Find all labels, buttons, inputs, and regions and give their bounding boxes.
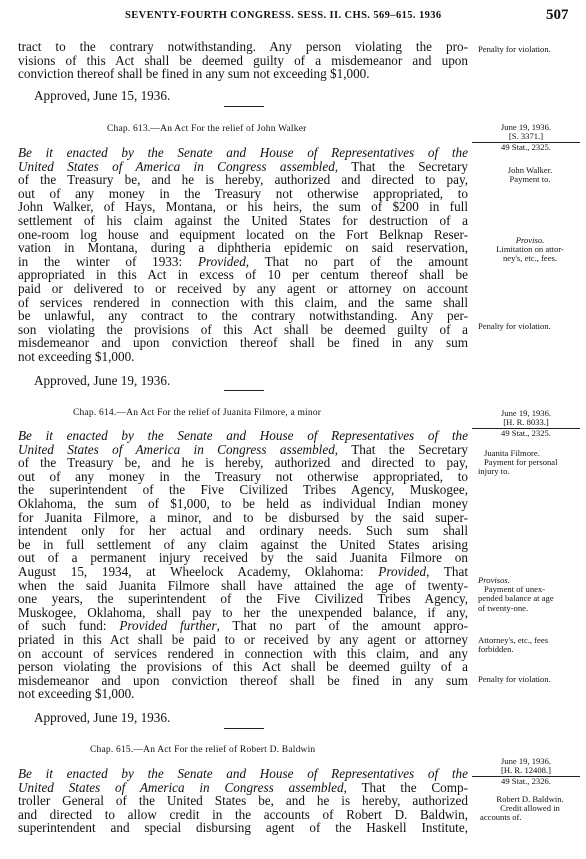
margin-note: John Walker. Payment to. bbox=[507, 165, 553, 185]
stat-reference: 49 Stat., 2325. bbox=[501, 427, 551, 438]
text-line: priated in this Act shall be paid to or received by any agent or attorney bbox=[18, 631, 468, 647]
text-line: not exceeding $1,000. bbox=[18, 348, 135, 364]
text-line: out of any money in the Treasury not otherwise appropriated, to bbox=[18, 468, 468, 484]
text-line: Be it enacted by the Senate and House of Representatives of the bbox=[18, 428, 468, 443]
text-line: United States of America in Congress assembled, That the Secretary bbox=[18, 158, 469, 174]
approved-line: Approved, June 19, 1936. bbox=[34, 373, 171, 388]
text-line: out of any money in the Treasury not otherwise appropriated, to bbox=[18, 185, 468, 201]
stat-reference: 49 Stat., 2325. bbox=[501, 141, 551, 152]
text-line: of the Treasury be, and he is hereby, authorized and directed to pay, bbox=[18, 172, 468, 188]
margin-note: Attorney's, etc., fees forbidden. bbox=[478, 635, 549, 655]
text-line: and directed to allow credit in the accounts of Robert D. Baldwin, bbox=[18, 806, 468, 822]
chapter-613-dates bbox=[472, 123, 580, 152]
text-line: in the winter of 1933: Provided, That no part of the amount bbox=[18, 253, 468, 269]
text-line: John Walker, of Hays, Montana, or his heirs, the sum of $200 in full bbox=[18, 199, 468, 215]
margin-note-penalty: Penalty for violation. bbox=[478, 44, 551, 54]
text-line: one years, the superintendent of the Five Civilized Tribes Agency, bbox=[18, 591, 468, 607]
approved-line: Approved, June 19, 1936. bbox=[34, 710, 171, 725]
bill-number: [S. 3371.] bbox=[472, 132, 580, 142]
text-line: when the said Juanita Filmore shall have attained the age of twenty- bbox=[18, 577, 468, 593]
text-line: one-room log house and equipment located on the Fort Belknap Reser- bbox=[18, 226, 468, 242]
text-line: Muskogee, Oklahoma, shall pay to her the unexpended balance, if any, bbox=[18, 604, 468, 620]
section-rule bbox=[224, 728, 264, 729]
text-line: of the Treasury be, and he is hereby, authorized and directed to pay, bbox=[18, 455, 468, 471]
margin-note: Proviso. Limitation on attor- ney's, etc., fees. bbox=[496, 235, 564, 264]
text-line: misdemeanor and upon conviction thereof shall be fined in any sum bbox=[18, 335, 468, 351]
margin-note: Provisos. Payment of unex- pended balance at age of twenty-one. bbox=[478, 575, 554, 613]
margin-note-penalty: Penalty for violation. bbox=[478, 674, 551, 684]
section-rule bbox=[224, 390, 264, 391]
text-line: conviction thereof shall be fined in any sum not exceeding $1,000. bbox=[18, 66, 370, 82]
text-line: settlement of his claim against the United States for destruction of a bbox=[18, 212, 468, 228]
text-line: United States of America in Congress assembled, That the Comp- bbox=[18, 779, 468, 795]
text-line: on account of services rendered in connection with this claim, and any bbox=[18, 645, 468, 661]
chapter-615-dates bbox=[472, 757, 580, 786]
text-line: paid or delivered to or received by any agent or attorney on account bbox=[18, 280, 468, 296]
bill-number: [H. R. 12408.] bbox=[472, 766, 580, 776]
text-line: for Juanita Filmore, a minor, and to be disbursed by the said super- bbox=[18, 509, 468, 525]
chapter-heading-615: Chap. 615.—An Act For the relief of Robert D. Baldwin bbox=[90, 745, 316, 755]
chapter-613-text bbox=[18, 146, 468, 364]
text-line: vation in Montana, during a diphtheria epidemic on said reservation, bbox=[18, 240, 468, 256]
page-number: 507 bbox=[546, 7, 569, 23]
chapter-heading-614: Chap. 614.—An Act For the relief of Juanita Filmore, a minor bbox=[73, 408, 322, 418]
text-line: visions of this Act shall be deemed guilty of a misdemeanor and upon bbox=[18, 52, 468, 68]
running-head: SEVENTY-FOURTH CONGRESS. SESS. II. CHS. 569–615. 1936 bbox=[125, 10, 442, 21]
chapter-614-text bbox=[18, 429, 468, 701]
text-line: Be it enacted by the Senate and House of Representatives of the bbox=[18, 766, 468, 781]
continuation-text bbox=[18, 40, 468, 81]
running-header bbox=[0, 7, 586, 27]
text-line: superintendent and special disbursing agent of the Haskell Institute, bbox=[18, 820, 468, 836]
approved-line: Approved, June 15, 1936. bbox=[34, 88, 171, 103]
text-line: of services rendered in connection with this claim, and the same shall bbox=[18, 294, 468, 310]
text-line: August 15, 1934, at Wheelock Academy, Oklahoma: Provided, That bbox=[18, 563, 469, 579]
chapter-heading-613: Chap. 613.—An Act For the relief of John Walker bbox=[107, 124, 307, 134]
text-line: the superintendent of the Five Civilized Tribes Agency, Muskogee, bbox=[18, 482, 468, 498]
date: June 19, 1936. bbox=[500, 122, 552, 132]
text-line: Oklahoma, the sum of $1,000, to be held as individual Indian money bbox=[18, 495, 468, 511]
text-line: intendent only for her actual and ordinary needs. Such sum shall bbox=[18, 523, 468, 539]
text-line: appropriated in this Act in excess of 10 per centum thereof shall be bbox=[18, 267, 468, 283]
bill-number: [H. R. 8033.] bbox=[472, 418, 580, 428]
text-line: tract to the contrary notwithstanding. Any person violating the pro- bbox=[18, 39, 468, 54]
chapter-615-text bbox=[18, 767, 468, 835]
text-line: be in full settlement of any claim against the United States arising bbox=[18, 536, 468, 552]
text-line: misdemeanor and upon conviction thereof shall be fined in any sum bbox=[18, 672, 468, 688]
text-line: not exceeding $1,000. bbox=[18, 686, 135, 702]
margin-note-penalty: Penalty for violation. bbox=[478, 321, 551, 331]
margin-note: Juanita Filmore. Payment for personal injury to. bbox=[478, 448, 558, 477]
date: June 19, 1936. bbox=[500, 756, 552, 766]
section-rule bbox=[224, 106, 264, 107]
chapter-614-dates bbox=[472, 409, 580, 438]
date: June 19, 1936. bbox=[500, 408, 552, 418]
stat-reference: 49 Stat., 2326. bbox=[501, 775, 551, 786]
text-line: of such fund: Provided further, That no part of the amount appro- bbox=[18, 618, 468, 634]
text-line: United States of America in Congress assembled, That the Secretary bbox=[18, 441, 469, 457]
text-line: person violating the provisions of this Act shall be deemed guilty of a bbox=[18, 659, 468, 675]
text-line: Be it enacted by the Senate and House of Representatives of the bbox=[18, 145, 468, 160]
text-line: be unlawful, any contract to the contrary notwithstanding. Any per- bbox=[18, 308, 468, 324]
text-line: troller General of the United States be, and he is hereby, authorized bbox=[18, 793, 468, 809]
text-line: son violating the provisions of this Act shall be deemed guilty of a bbox=[18, 321, 468, 337]
margin-note: Robert D. Baldwin. Credit allowed in accounts of. bbox=[480, 794, 564, 823]
text-line: out of a permanent injury received by the said Juanita Filmore on bbox=[18, 550, 468, 566]
